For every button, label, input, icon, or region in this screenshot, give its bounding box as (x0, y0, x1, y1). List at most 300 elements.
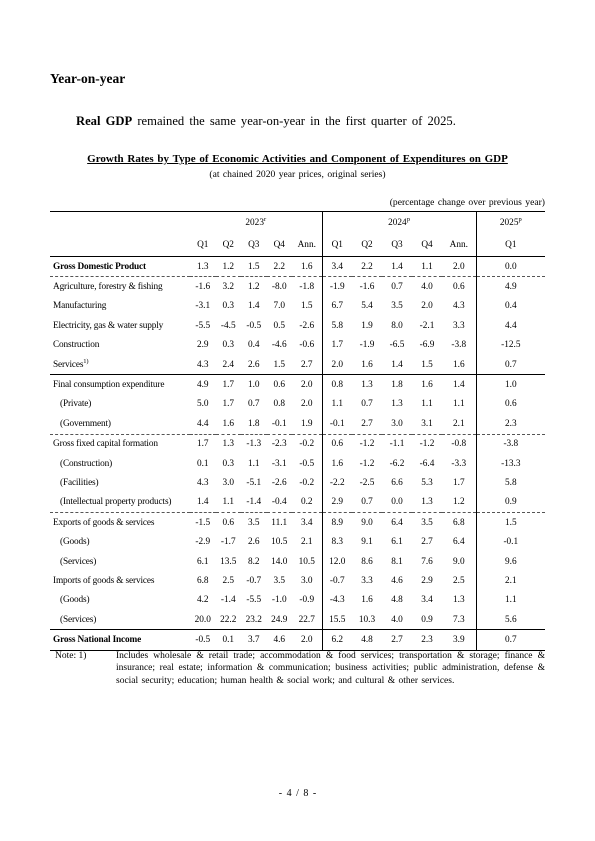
table-cell: 1.4 (196, 497, 209, 508)
row-label (50, 277, 190, 297)
table-cell: -1.9 (359, 340, 375, 351)
table-cell: 3.5 (241, 513, 267, 533)
table-cell: 0.7 (382, 277, 412, 297)
column-header: Q3 (241, 234, 267, 257)
table-cell: 7.0 (273, 301, 286, 312)
table-row (50, 610, 545, 630)
table-cell: 6.4 (452, 537, 465, 548)
table-subtitle: (at chained 2020 year prices, original series) (209, 169, 386, 180)
table-cell: 0.8 (322, 375, 352, 395)
table-cell: 9.0 (452, 556, 465, 567)
table-cell: 0.9 (421, 614, 433, 625)
table-cell: 8.2 (247, 556, 260, 567)
table-cell: 4.4 (196, 418, 209, 429)
lead-bold: Real GDP (76, 114, 133, 128)
table-row (50, 454, 545, 473)
table-cell: 0.1 (216, 630, 242, 650)
table-row (50, 257, 545, 277)
table-cell: -2.3 (267, 434, 293, 454)
table-cell: 12.0 (322, 552, 352, 571)
table-row (50, 473, 545, 492)
table-cell: -0.2 (292, 434, 322, 454)
lead-sentence (76, 114, 456, 129)
table-cell: 5.4 (361, 301, 373, 312)
table-cell: -2.1 (419, 320, 435, 331)
row-label (50, 532, 190, 551)
table-cell: 1.3 (452, 595, 465, 606)
table-cell: -6.2 (389, 458, 405, 469)
table-cell: -0.5 (299, 458, 315, 469)
row-label (50, 552, 190, 571)
table-cell: -1.3 (241, 434, 267, 454)
table-cell: 4.0 (391, 614, 403, 625)
table-cell: 2.9 (322, 493, 352, 513)
table-cell: -4.6 (271, 340, 287, 351)
table-cell: 1.1 (322, 395, 352, 414)
row-label-text: (Private) (60, 399, 92, 410)
table-cell: -0.1 (271, 418, 287, 429)
row-label (50, 375, 190, 395)
row-label (50, 336, 190, 355)
column-header: Q4 (412, 234, 442, 257)
table-cell: -0.1 (476, 532, 545, 551)
table-cell: 1.7 (452, 477, 465, 488)
table-cell: 0.6 (216, 513, 242, 533)
table-cell: 2.0 (442, 257, 476, 277)
table-cell: 11.1 (267, 513, 293, 533)
table-cell: 0.3 (222, 301, 235, 312)
table-cell: 3.1 (421, 418, 433, 429)
table-cell: 6.1 (196, 556, 209, 567)
row-label (50, 630, 190, 650)
row-label-text: Electricity, gas & water supply (53, 320, 164, 331)
table-cell: 4.6 (391, 575, 403, 586)
table-cell: 0.4 (247, 340, 260, 351)
unit-note: (percentage change over previous year) (389, 197, 545, 208)
lead-rest: remained the same year-on-year in the first quarter of 2025. (132, 114, 456, 128)
table-cell: -3.3 (451, 458, 467, 469)
table-cell: 1.6 (292, 257, 322, 277)
table-cell: 3.5 (412, 513, 442, 533)
row-label (50, 355, 190, 375)
year-label: 2024 (388, 218, 407, 228)
table-cell: 1.7 (190, 434, 216, 454)
table-cell: 0.7 (247, 399, 260, 410)
table-cell: 3.4 (292, 513, 322, 533)
table-cell: -2.6 (271, 477, 287, 488)
table-cell: 6.8 (442, 513, 476, 533)
table-cell: -0.4 (271, 497, 287, 508)
table-cell: -1.5 (190, 513, 216, 533)
column-header: Q2 (352, 234, 382, 257)
page-number: - 4 / 8 - (278, 788, 317, 799)
row-label-text: (Intellectual property products) (60, 497, 172, 508)
table-cell: 1.1 (247, 458, 260, 469)
column-header: Q1 (322, 234, 352, 257)
table-cell: 5.6 (476, 610, 545, 630)
table-cell: 1.1 (222, 497, 235, 508)
table-cell: -4.5 (220, 320, 236, 331)
table-cell: 4.8 (352, 630, 382, 650)
table-cell: 9.6 (476, 552, 545, 571)
row-label-text: (Goods) (60, 595, 90, 606)
table-cell: -0.7 (246, 575, 262, 586)
row-label (50, 454, 190, 473)
table-cell: 4.2 (196, 595, 209, 606)
table-cell: 2.7 (421, 537, 433, 548)
table-cell: 6.4 (382, 513, 412, 533)
table-cell: -6.9 (419, 340, 435, 351)
table-cell: 4.9 (476, 277, 545, 297)
table-cell: -6.5 (389, 340, 405, 351)
table-cell: 10.5 (271, 537, 288, 548)
table-cell: 3.0 (300, 575, 313, 586)
table-cell: 1.4 (382, 257, 412, 277)
table-cell: 8.6 (361, 556, 373, 567)
table-cell: 2.9 (196, 340, 209, 351)
table-cell: 4.3 (196, 359, 209, 370)
table-cell: 24.9 (271, 614, 288, 625)
table-cell: 2.1 (452, 418, 465, 429)
table-cell: 2.6 (247, 537, 260, 548)
row-label-text: Construction (53, 340, 100, 351)
table-row (50, 571, 545, 590)
table-cell: 3.3 (361, 575, 373, 586)
table-cell: 1.6 (361, 359, 373, 370)
table-cell: 0.6 (442, 277, 476, 297)
table-cell: 1.0 (476, 375, 545, 395)
table-cell: 2.4 (222, 359, 235, 370)
table-cell: 1.2 (452, 497, 465, 508)
row-label-text: (Facilities) (60, 477, 99, 488)
table-cell: -5.1 (246, 477, 262, 488)
table-cell: -1.9 (322, 277, 352, 297)
table-cell: 6.6 (391, 477, 403, 488)
table-row (50, 434, 545, 454)
table-cell: -3.1 (195, 301, 211, 312)
table-cell: -1.4 (246, 497, 262, 508)
table-cell: 2.1 (300, 537, 313, 548)
row-label-text: Services (53, 359, 84, 370)
table-cell: -0.1 (322, 414, 352, 434)
table-cell: 3.2 (216, 277, 242, 297)
table-cell: 0.0 (391, 497, 403, 508)
table-cell: 4.8 (391, 595, 403, 606)
growth-rates-table (50, 211, 545, 651)
table-cell: 1.7 (222, 399, 235, 410)
table-cell: 0.7 (361, 497, 373, 508)
table-cell: 3.0 (222, 477, 235, 488)
table-cell: 6.8 (196, 575, 209, 586)
table-cell: 1.4 (442, 375, 476, 395)
column-header: Q3 (382, 234, 412, 257)
table-cell: -1.7 (220, 537, 236, 548)
footnote-label: Note: 1) (55, 651, 87, 661)
table-cell: 1.3 (216, 434, 242, 454)
table-cell: 5.3 (421, 477, 433, 488)
table-cell: 0.7 (476, 630, 545, 650)
table-cell: 6.1 (391, 537, 403, 548)
table-row (50, 395, 545, 414)
table-cell: 1.5 (273, 359, 286, 370)
table-cell: -0.5 (190, 630, 216, 650)
table-cell: 0.1 (196, 458, 209, 469)
column-header: Q1 (190, 234, 216, 257)
section-heading: Year-on-year (50, 71, 126, 86)
table-cell: 1.3 (391, 399, 403, 410)
table-cell: 1.5 (421, 359, 433, 370)
row-label-text: (Construction) (60, 458, 113, 469)
table-cell: 3.9 (442, 630, 476, 650)
table-cell: 3.4 (322, 257, 352, 277)
row-label (50, 434, 190, 454)
table-cell: 2.2 (267, 257, 293, 277)
table-cell: 4.9 (190, 375, 216, 395)
table-cell: -0.7 (322, 571, 352, 590)
table-cell: 1.8 (382, 375, 412, 395)
table-row (50, 277, 545, 297)
row-label-text: (Goods) (60, 537, 90, 548)
table-cell: 8.1 (391, 556, 403, 567)
row-label (50, 473, 190, 492)
table-cell: 8.9 (322, 513, 352, 533)
table-cell: 0.6 (476, 395, 545, 414)
table-row (50, 375, 545, 395)
table-cell: 5.8 (476, 473, 545, 492)
table-cell: 10.5 (298, 556, 315, 567)
table-cell: -2.9 (195, 537, 211, 548)
table-cell: 5.0 (196, 399, 209, 410)
table-cell: 0.9 (476, 493, 545, 513)
table-cell: 1.6 (361, 595, 373, 606)
table-cell: 4.6 (267, 630, 293, 650)
table-cell: 5.8 (322, 316, 352, 335)
table-cell: 9.1 (361, 537, 373, 548)
table-cell: -13.3 (476, 454, 545, 473)
table-cell: 1.1 (452, 399, 465, 410)
table-cell: 2.0 (292, 375, 322, 395)
table-cell: 8.3 (322, 532, 352, 551)
table-cell: -1.6 (352, 277, 382, 297)
table-cell: -12.5 (476, 336, 545, 355)
table-cell: 7.3 (452, 614, 465, 625)
table-row (50, 316, 545, 335)
column-header: Ann. (442, 234, 476, 257)
table-cell: -8.0 (267, 277, 293, 297)
table-cell: 2.7 (382, 630, 412, 650)
table-cell: 7.6 (421, 556, 433, 567)
table-cell: 20.0 (194, 614, 211, 625)
row-label-text: Exports of goods & services (53, 517, 155, 528)
table-cell: 1.6 (412, 375, 442, 395)
table-cell: -2.6 (299, 320, 315, 331)
column-header: Q4 (267, 234, 293, 257)
table-cell: -1.1 (382, 434, 412, 454)
table-cell: 3.7 (241, 630, 267, 650)
row-label (50, 513, 190, 533)
footnote (55, 650, 545, 687)
table-cell: 22.2 (220, 614, 237, 625)
table-cell: 1.1 (412, 257, 442, 277)
table-cell: -3.8 (451, 340, 467, 351)
table-cell: 1.6 (452, 359, 465, 370)
table-cell: 1.9 (300, 418, 313, 429)
table-cell: 2.7 (300, 359, 313, 370)
table-cell: -6.4 (419, 458, 435, 469)
table-row (50, 513, 545, 533)
row-label (50, 610, 190, 630)
table-cell: 1.2 (216, 257, 242, 277)
table-cell: 4.0 (412, 277, 442, 297)
row-label-text: (Services) (60, 556, 97, 567)
table-cell: 2.7 (361, 418, 373, 429)
row-label-text: Agriculture, forestry & fishing (53, 282, 163, 293)
footnote-marker: 1) (83, 357, 89, 365)
row-label-text: Manufacturing (53, 301, 107, 312)
row-label (50, 591, 190, 610)
table-cell: 2.0 (292, 630, 322, 650)
table-cell: 6.2 (322, 630, 352, 650)
table-cell: 0.6 (267, 375, 293, 395)
footnote-text: Includes wholesale & retail trade; accommodation & food services; transportation & storage; finance & insurance; real estate; information & communication; business activities; public administration, defense & social security; education; human health & social work; and cultural & other services. (116, 651, 545, 686)
table-cell: 23.2 (245, 614, 262, 625)
table-cell: 1.1 (421, 399, 433, 410)
row-label (50, 414, 190, 434)
table-cell: 1.7 (216, 375, 242, 395)
table-cell: 15.5 (322, 610, 352, 630)
row-label-text: Final consumption expenditure (53, 380, 165, 391)
table-cell: -3.1 (271, 458, 287, 469)
table-row (50, 532, 545, 551)
table-cell: 0.8 (273, 399, 286, 410)
table-cell: 0.7 (476, 355, 545, 375)
table-cell: 0.2 (300, 497, 313, 508)
row-label (50, 297, 190, 316)
table-cell: -0.8 (442, 434, 476, 454)
row-label (50, 257, 190, 277)
table-row (50, 591, 545, 610)
table-cell: -1.0 (271, 595, 287, 606)
table-title: Growth Rates by Type of Economic Activities and Component of Expenditures on GDP (87, 153, 508, 165)
table-cell: 1.6 (222, 418, 235, 429)
header-corner (50, 212, 190, 235)
table-row (50, 630, 545, 650)
row-label-text: (Services) (60, 614, 97, 625)
table-cell: 1.5 (241, 257, 267, 277)
table-cell: -0.6 (299, 340, 315, 351)
table-cell: 4.3 (196, 477, 209, 488)
table-cell: 0.0 (476, 257, 545, 277)
year-header-2025: 2025$^p$ (476, 212, 545, 235)
table-cell: -1.2 (359, 458, 375, 469)
table-cell: 0.3 (222, 458, 235, 469)
table-row (50, 552, 545, 571)
table-cell: 3.0 (391, 418, 403, 429)
table-cell: 2.3 (476, 414, 545, 434)
table-row (50, 297, 545, 316)
table-cell: 1.9 (361, 320, 373, 331)
table-cell: 1.4 (391, 359, 403, 370)
table-cell: 14.0 (271, 556, 288, 567)
table-cell: 2.5 (452, 575, 465, 586)
table-cell: 4.3 (452, 301, 465, 312)
row-label (50, 571, 190, 590)
table-cell: -4.3 (322, 591, 352, 610)
table-cell: 1.1 (476, 591, 545, 610)
table-cell: -5.5 (246, 595, 262, 606)
year-label: 2023 (245, 218, 264, 228)
table-cell: 8.0 (391, 320, 403, 331)
table-row (50, 355, 545, 375)
row-label-text: Gross Domestic Product (53, 261, 146, 272)
table-cell: 2.9 (421, 575, 433, 586)
table-cell: -3.8 (476, 434, 545, 454)
table-cell: 3.4 (421, 595, 433, 606)
table-cell: 2.5 (222, 575, 235, 586)
table-cell: 2.3 (412, 630, 442, 650)
table-cell: -5.5 (195, 320, 211, 331)
table-cell: -1.2 (412, 434, 442, 454)
table-cell: -0.9 (299, 595, 315, 606)
table-cell: 1.3 (190, 257, 216, 277)
table-cell: -1.2 (352, 434, 382, 454)
table-cell: 6.7 (322, 297, 352, 316)
table-cell: 3.3 (452, 320, 465, 331)
table-cell: 1.7 (322, 336, 352, 355)
table-cell: 1.8 (247, 418, 260, 429)
column-header: Q2 (216, 234, 242, 257)
table-cell: 2.2 (352, 257, 382, 277)
table-row (50, 493, 545, 513)
table-cell: 2.6 (247, 359, 260, 370)
table-cell: 3.5 (273, 575, 286, 586)
row-label-text: Imports of goods & services (53, 575, 155, 586)
column-header: Q1 (476, 234, 545, 257)
table-cell: -1.6 (190, 277, 216, 297)
table-cell: 2.0 (421, 301, 433, 312)
table-cell: 2.1 (476, 571, 545, 590)
table-cell: 3.5 (391, 301, 403, 312)
row-label-text: Gross National Income (53, 635, 142, 646)
table-cell: 10.3 (358, 614, 376, 625)
table-cell: -1.8 (292, 277, 322, 297)
table-cell: -0.2 (299, 477, 315, 488)
table-cell: 13.5 (220, 556, 237, 567)
table-cell: -0.5 (246, 320, 262, 331)
column-header: Ann. (292, 234, 322, 257)
table-cell: 0.3 (222, 340, 235, 351)
row-label-text: (Government) (60, 418, 111, 429)
table-cell: 1.4 (247, 301, 260, 312)
table-row (50, 336, 545, 355)
row-label (50, 493, 190, 513)
table-cell: 2.0 (300, 399, 313, 410)
table-cell: -1.4 (220, 595, 236, 606)
row-label (50, 316, 190, 335)
table-cell: 22.7 (298, 614, 315, 625)
table-row (50, 414, 545, 434)
table-cell: -2.5 (359, 477, 375, 488)
table-cell: 0.6 (322, 434, 352, 454)
table-cell: 1.3 (421, 497, 433, 508)
row-label (50, 395, 190, 414)
table-cell: 0.5 (273, 320, 286, 331)
table-cell: 1.5 (300, 301, 313, 312)
table-cell: 9.0 (352, 513, 382, 533)
table-cell: 1.3 (352, 375, 382, 395)
table-cell: 0.4 (476, 297, 545, 316)
year-header-2023: 2023$^r$ (190, 212, 322, 235)
